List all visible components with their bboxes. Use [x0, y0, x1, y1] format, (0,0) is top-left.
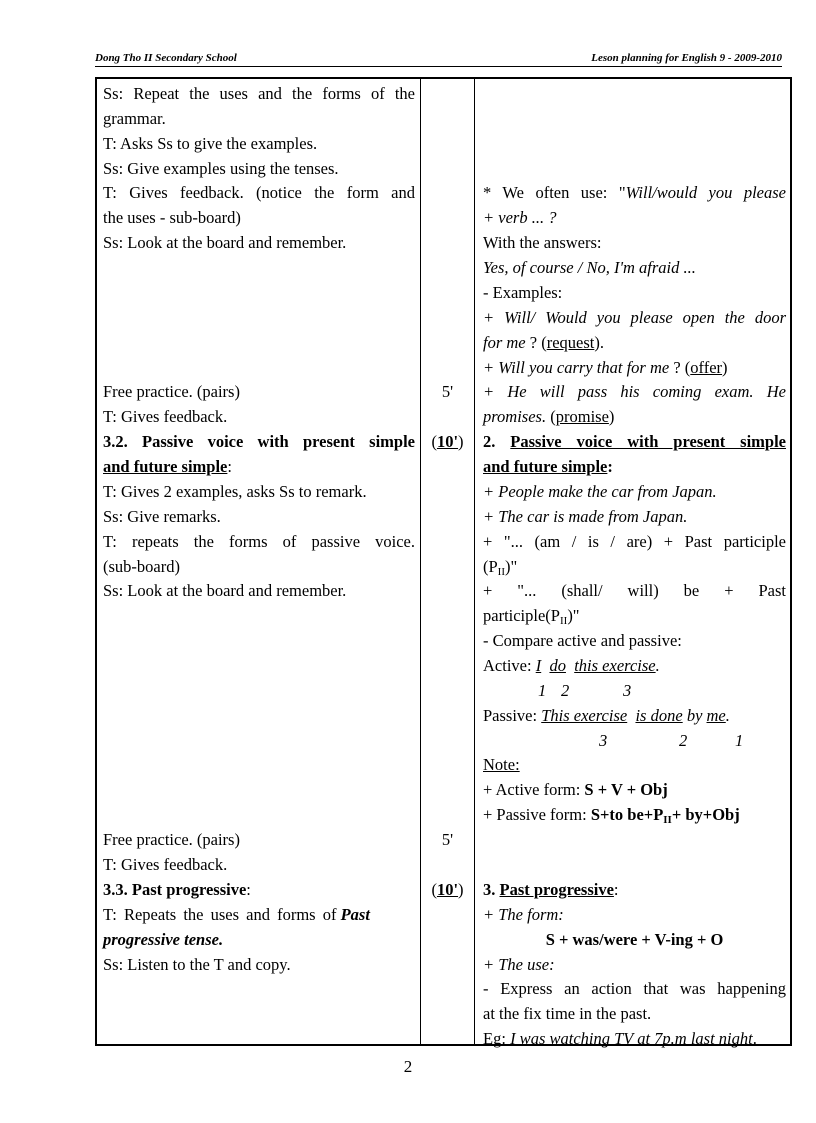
text-line: $participle(P_{II})$" [483, 606, 580, 627]
text-line: T: Repeats the uses and forms of Past [103, 905, 370, 924]
section-heading-2-cont: and future simple: [483, 457, 613, 476]
text-line: $(P_{II})$" [483, 557, 518, 578]
text-line: - Compare active and passive: [483, 631, 682, 650]
position-number: 2 [561, 681, 570, 700]
text-line: Ss: Give examples using the tenses. [103, 159, 339, 178]
text-line: + He will pass his coming exam. He [483, 382, 786, 401]
position-number: 3 [599, 731, 608, 750]
position-number: 2 [679, 731, 688, 750]
position-number: 1 [735, 731, 744, 750]
active-example: Active: I do this exercise. [483, 656, 660, 675]
passive-example: Passive: This exercise is done by me. [483, 706, 730, 725]
time-label: 5' [441, 382, 454, 401]
text-line: + Will you carry that for me ? (offer) [483, 358, 728, 377]
text-line: + The form: [483, 905, 564, 924]
header-rule [95, 66, 782, 67]
text-line: Ss: Look at the board and remember. [103, 581, 347, 600]
text-line: T: Gives feedback. [103, 407, 228, 426]
time-label: 5' [441, 830, 454, 849]
text-line: Free practice. (pairs) [103, 830, 240, 849]
example-line: Eg: I was watching TV at 7p.m last night. [483, 1029, 757, 1048]
text-line: - Examples: [483, 283, 563, 302]
text-line: + "... (am / is / are) + Past participle [483, 532, 786, 551]
text-line: for me ? (request). [483, 333, 604, 352]
text-line: With the answers: [483, 233, 602, 252]
text-line: T: Asks Ss to give the examples. [103, 134, 318, 153]
note-label: Note: [483, 755, 520, 774]
text-line: T: Gives feedback. (notice the form and [103, 183, 415, 202]
text-line: + The use: [483, 955, 555, 974]
position-number: 1 [538, 681, 547, 700]
lesson-table [95, 77, 792, 1046]
text-line: the uses - sub-board) [103, 208, 241, 227]
text-line: * We often use: "Will/would you please [483, 183, 786, 202]
text-line: grammar. [103, 109, 166, 128]
column-divider-2 [474, 79, 475, 1044]
text-line: Free practice. (pairs) [103, 382, 240, 401]
text-line: Ss: Look at the board and remember. [103, 233, 347, 252]
text-line: + The car is made from Japan. [483, 507, 688, 526]
text-line: (sub-board) [103, 557, 180, 576]
text-line: T: Gives 2 examples, asks Ss to remark. [103, 482, 367, 501]
section-heading-3-2-cont: and future simple: [103, 457, 232, 476]
passive-form: + Passive form: S+to $be+P_{II}+ by+Obj$ [483, 805, 740, 826]
text-line: Ss: Give remarks. [103, 507, 221, 526]
section-heading-2: 2. Passive voice with present simple [483, 432, 786, 451]
text-line: Yes, of course / No, I'm afraid ... [483, 258, 696, 277]
text-line: promises. (promise) [483, 407, 615, 426]
text-line: T: Gives feedback. [103, 855, 228, 874]
text-line: + Will/ Would you please open the door [483, 308, 786, 327]
section-heading-3-3: 3.3. Past progressive: [103, 880, 251, 899]
header-school: Dong Tho II Secondary School [95, 52, 237, 64]
position-number: 3 [623, 681, 632, 700]
text-line: at the fix time in the past. [483, 1004, 652, 1023]
page-number: 2 [403, 1057, 413, 1076]
text-line: + verb ... ? [483, 208, 557, 227]
text-line: progressive tense. [103, 930, 224, 949]
time-label: (10') [431, 432, 464, 451]
text-line: T: repeats the forms of passive voice. [103, 532, 415, 551]
time-label: (10') [431, 880, 464, 899]
section-heading-3-2: 3.2. Passive voice with present simple [103, 432, 415, 451]
text-line: + People make the car from Japan. [483, 482, 717, 501]
section-heading-3: 3. Past progressive: [483, 880, 619, 899]
text-line: Ss: Repeat the uses and the forms of the [103, 84, 415, 103]
text-line: Ss: Listen to the T and copy. [103, 955, 291, 974]
header-title: Leson planning for English 9 - 2009-2010 [591, 52, 782, 64]
text-line: - Express an action that was happening [483, 979, 786, 998]
text-line: + "... (shall/ will) be + Past [483, 581, 786, 600]
form-formula: S + was/were + V-ing + O [545, 930, 724, 949]
active-form: + Active form: S + V + Obj [483, 780, 668, 799]
